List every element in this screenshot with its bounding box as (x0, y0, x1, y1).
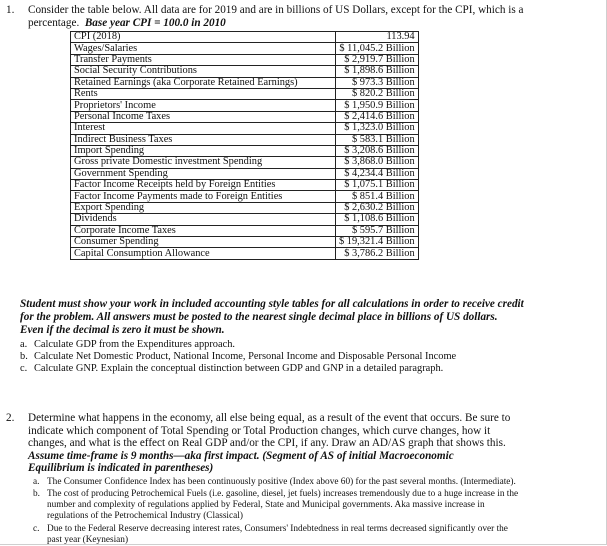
question-2-line-2: indicate which component of Total Spending or Total Production changes, which curve changes, how it (28, 424, 491, 437)
part-text-line: Due to the Federal Reserve decreasing interest rates, Consumers' Indebtedness in real terms decreased significantly over the (47, 524, 508, 534)
row-value: $ 2,919.7 Billion (336, 54, 419, 65)
table-row (71, 157, 419, 168)
row-value: $ 1,950.9 Billion (336, 100, 419, 111)
table-row (71, 66, 419, 77)
table-row (71, 225, 419, 236)
row-value: $ 19,321.4 Billion (336, 237, 419, 248)
row-value: $ 595.7 Billion (336, 225, 419, 236)
row-value: $ 583.1 Billion (336, 134, 419, 145)
economic-data-table (70, 31, 419, 260)
row-value: $ 3,208.6 Billion (336, 145, 419, 156)
row-value: $ 3,786.2 Billion (336, 248, 419, 259)
row-label: Social Security Contributions (71, 66, 336, 77)
question-2-part-c (33, 524, 601, 546)
table-row (71, 111, 419, 122)
row-label: Gross private Domestic investment Spending (71, 157, 336, 168)
table-row (71, 123, 419, 134)
table-row (71, 145, 419, 156)
part-text: Calculate GNP. Explain the conceptual distinction between GDP and GNP in a detailed paragraph. (34, 363, 444, 374)
row-value: $ 1,075.1 Billion (336, 180, 419, 191)
row-label: Proprietors' Income (71, 100, 336, 111)
question-1-intro-cont: percentage. (28, 17, 80, 29)
part-letter: b. (33, 489, 40, 499)
question-2-line-4: Assume time-frame is 9 months—aka first impact. (Segment of AS of initial Macroeconomic (28, 449, 454, 462)
question-2-part-a (33, 477, 601, 488)
part-text: Calculate Net Domestic Product, National Income, Personal Income and Disposable Personal Income (34, 351, 457, 362)
table-row (71, 32, 419, 43)
table-row (71, 248, 419, 259)
question-2-line-5: Equilibrium is indicated in parentheses) (28, 462, 214, 475)
part-text-line: The Consumer Confidence Index has been continuously positive (Index above 60) for the past several months. (Intermediate). (47, 477, 516, 487)
table-row (71, 77, 419, 88)
table-row (71, 43, 419, 54)
row-value: $ 973.3 Billion (336, 77, 419, 88)
row-value: $ 3,868.0 Billion (336, 157, 419, 168)
base-year-note: Base year CPI = 100.0 in 2010 (84, 17, 226, 29)
row-value: $ 11,045.2 Billion (336, 43, 419, 54)
row-label: Import Spending (71, 145, 336, 156)
instructions-line-2: for the problem. All answers must be posted to the nearest single decimal place in billions of US dollars. (20, 310, 498, 323)
row-label: Personal Income Taxes (71, 111, 336, 122)
row-value: $ 1,323.0 Billion (336, 123, 419, 134)
question-2 (6, 412, 598, 475)
row-label: Factor Income Payments made to Foreign Entities (71, 191, 336, 202)
part-text: Calculate GDP from the Expenditures approach. (34, 339, 236, 350)
question-1-intro: Consider the table below. All data are for 2019 and are in billions of US Dollars, except for the CPI, which is a (28, 4, 524, 16)
part-letter: c. (20, 363, 28, 374)
part-letter: a. (20, 339, 28, 350)
table-row (71, 88, 419, 99)
instructions (20, 298, 600, 336)
table-row (71, 180, 419, 191)
row-value: $ 2,414.6 Billion (336, 111, 419, 122)
question-2-line-1: Determine what happens in the economy, all else being equal, as a result of the event that occurs. Be sure to (28, 412, 511, 424)
table-row (71, 191, 419, 202)
row-value: $ 851.4 Billion (336, 191, 419, 202)
row-label: Indirect Business Taxes (71, 134, 336, 145)
question-1-part-c (20, 363, 595, 375)
row-label: Export Spending (71, 202, 336, 213)
row-value: 113.94 (336, 32, 419, 43)
table-row (71, 168, 419, 179)
table-row (71, 54, 419, 65)
row-label: Transfer Payments (71, 54, 336, 65)
row-label: Wages/Salaries (71, 43, 336, 54)
question-1-part-a (20, 339, 595, 351)
part-letter: c. (33, 524, 40, 534)
row-label: Dividends (71, 214, 336, 225)
row-label: Capital Consumption Allowance (71, 248, 336, 259)
table-row (71, 214, 419, 225)
part-letter: b. (20, 351, 28, 362)
instructions-line-3: Even if the decimal is zero it must be shown. (20, 323, 225, 336)
part-text-line: number and complexity of regulations applied by Federal, State and Municipal governments. Aka massive increase in (47, 500, 485, 510)
question-2-number: 2. (6, 412, 15, 424)
question-1-number: 1. (6, 4, 15, 16)
question-1-header (6, 4, 596, 30)
row-value: $ 1,108.6 Billion (336, 214, 419, 225)
question-2-line-3: changes, and what is the effect on Real GDP and/or the CPI, if any. Draw an AD/AS graph that shows this. (28, 437, 506, 450)
instructions-line-1: Student must show your work in included accounting style tables for all calculations in order to receive credit (20, 298, 524, 310)
question-2-part-b (33, 489, 601, 522)
table-row (71, 100, 419, 111)
row-value: $ 4,234.4 Billion (336, 168, 419, 179)
row-value: $ 820.2 Billion (336, 88, 419, 99)
row-label: Interest (71, 123, 336, 134)
row-label: Government Spending (71, 168, 336, 179)
table-row (71, 134, 419, 145)
row-label: Rents (71, 88, 336, 99)
row-label: Factor Income Receipts held by Foreign Entities (71, 180, 336, 191)
table-row (71, 237, 419, 248)
row-label: Consumer Spending (71, 237, 336, 248)
row-value: $ 1,898.6 Billion (336, 66, 419, 77)
row-value: $ 2,630.2 Billion (336, 202, 419, 213)
part-text-line: The cost of producing Petrochemical Fuels (i.e. gasoline, diesel, jet fuels) increases tremendously due to a huge increase in the (47, 489, 519, 499)
table-row (71, 202, 419, 213)
question-1-part-b (20, 351, 595, 363)
row-label: Corporate Income Taxes (71, 225, 336, 236)
part-letter: a. (33, 477, 40, 487)
row-label: Retained Earnings (aka Corporate Retained Earnings) (71, 77, 336, 88)
part-text-line: regulations of the Petrochemical Industry (Classical) (47, 511, 243, 521)
part-text-line: past year (Keynesian) (47, 535, 129, 545)
row-label: CPI (2018) (71, 32, 336, 43)
